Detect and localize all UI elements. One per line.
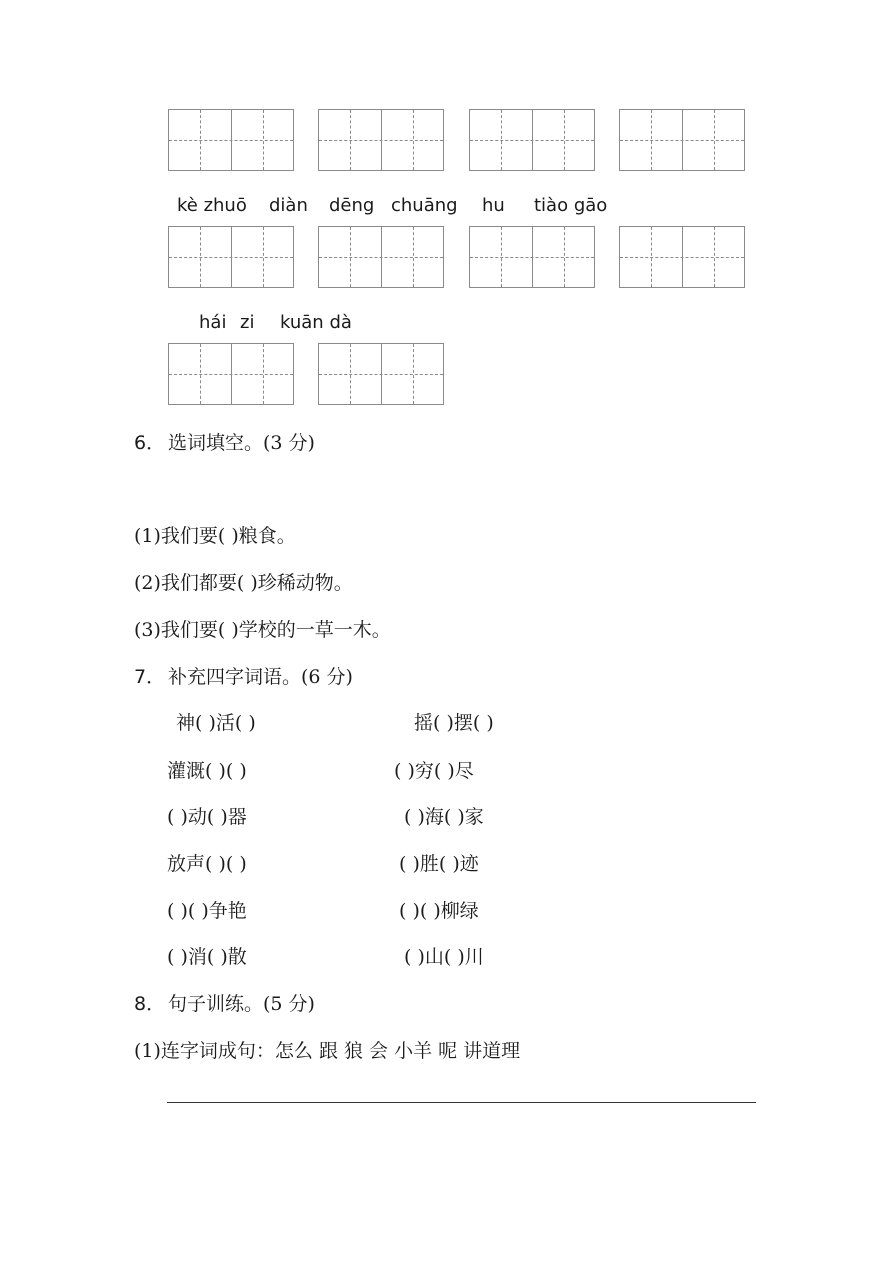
- tian-grid-box[interactable]: [318, 343, 444, 405]
- q7-left-5: ( )( )争艳: [167, 900, 247, 922]
- tian-grid-box[interactable]: [168, 343, 294, 405]
- q7-left-6: ( )消( )散: [167, 946, 247, 968]
- pinyin-hai: hái: [199, 312, 227, 333]
- pinyin-dian: diàn: [269, 195, 308, 216]
- tian-grid-box[interactable]: [318, 109, 444, 171]
- tian-grid-box[interactable]: [619, 109, 745, 171]
- q6-item-1: (1)我们要( )粮食。: [134, 525, 296, 547]
- tian-grid-box[interactable]: [469, 226, 595, 288]
- tian-grid-box[interactable]: [168, 226, 294, 288]
- pinyin-kezhuo: kè zhuō: [177, 195, 247, 216]
- q6-item-2: (2)我们都要( )珍稀动物。: [134, 572, 353, 594]
- q7-right-5: ( )( )柳绿: [399, 900, 479, 922]
- question-8-number: 8．: [134, 993, 166, 1015]
- q7-right-2: ( )穷( )尽: [394, 760, 474, 782]
- pinyin-hu: hu: [482, 195, 505, 216]
- question-8-title: 句子训练。(5 分): [168, 993, 315, 1015]
- pinyin-tiaogao: tiào gāo: [534, 195, 608, 216]
- answer-line[interactable]: [167, 1102, 756, 1103]
- q7-right-6: ( )山( )川: [404, 946, 484, 968]
- question-6-title: 选词填空。(3 分): [168, 432, 315, 454]
- question-7-number: 7．: [134, 666, 166, 688]
- q7-left-1: 神( )活( ): [176, 712, 256, 734]
- tian-grid-box[interactable]: [469, 109, 595, 171]
- q7-left-3: ( )动( )器: [167, 806, 247, 828]
- pinyin-deng: dēng: [329, 195, 375, 216]
- q7-left-4: 放声( )( ): [167, 853, 247, 875]
- q7-right-1: 摇( )摆( ): [414, 712, 494, 734]
- q7-right-3: ( )海( )家: [404, 806, 484, 828]
- pinyin-chuang: chuāng: [391, 195, 458, 216]
- q7-right-4: ( )胜( )迹: [399, 853, 479, 875]
- tian-grid-box[interactable]: [168, 109, 294, 171]
- q6-item-3: (3)我们要( )学校的一草一木。: [134, 619, 391, 641]
- pinyin-kuanda: kuān dà: [280, 312, 352, 333]
- question-7-title: 补充四字词语。(6 分): [168, 666, 353, 688]
- q7-left-2: 灌溉( )( ): [167, 760, 247, 782]
- pinyin-zi: zi: [240, 312, 255, 333]
- tian-grid-box[interactable]: [619, 226, 745, 288]
- question-6-number: 6．: [134, 432, 166, 454]
- tian-grid-box[interactable]: [318, 226, 444, 288]
- q8-item-1: (1)连字词成句：怎么 跟 狼 会 小羊 呢 讲道理: [134, 1040, 521, 1062]
